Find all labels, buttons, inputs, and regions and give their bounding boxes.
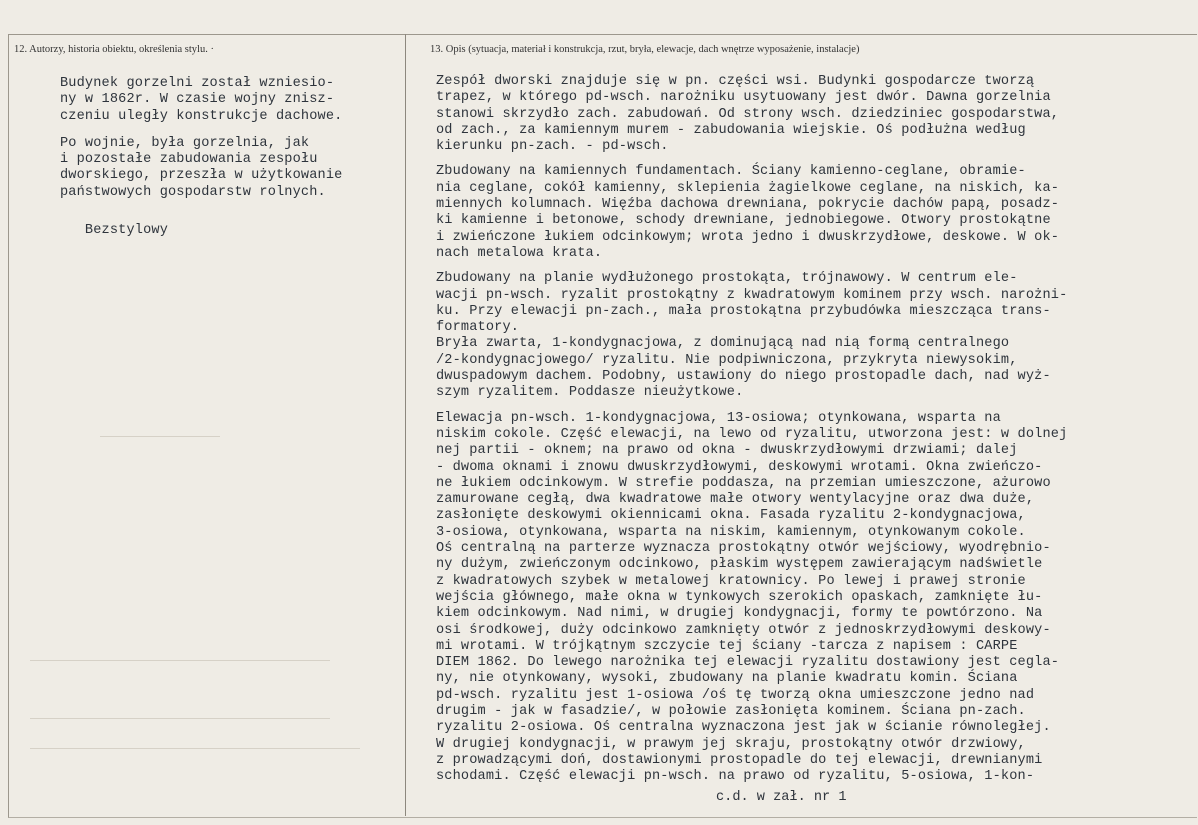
text-line: ny w 1862r. W czasie wojny znisz-: [60, 92, 335, 108]
text-line: kiem odcinkowym. Nad nimi, w drugiej kondygnacji, formy te powtórzono. Na: [436, 606, 1043, 622]
text-line: mi wrotami. W trójkątnym szczycie tej ściany -tarcza z napisem : CARPE: [436, 638, 1018, 654]
text-line: dwuspadowym dachem. Podobny, ustawiony do niego prostopadle dach, nad wyż-: [436, 369, 1051, 385]
text-line: Elewacja pn-wsch. 1-kondygnacjowa, 13-osiowa; otynkowana, wsparta na: [436, 410, 1001, 426]
text-line: ki kamienne i betonowe, schody drewniane, jednobiegowe. Otwory prostokątne: [436, 213, 1051, 229]
text-line: państwowych gospodarstw rolnych.: [60, 184, 326, 200]
text-line: formatory.: [436, 320, 520, 336]
text-line: zamurowane cegłą, dwa kwadratowe małe otwory wentylacyjne oraz dwa duże,: [436, 492, 1035, 508]
text-line: trapez, w którego pd-wsch. narożniku usytuowany jest dwór. Dawna gorzelnia: [436, 90, 1051, 106]
text-line: i zwieńczone łukiem odcinkowym; wrota jedno i dwuskrzydłowe, deskowe. W ok-: [436, 229, 1060, 245]
text-line: nia ceglane, cokół kamienny, sklepienia żagielkowe ceglane, na niskich, ka-: [436, 180, 1060, 196]
text-line: Budynek gorzelni został wzniesio-: [60, 76, 335, 91]
description-text: [436, 74, 1067, 785]
text-line: Po wojnie, była gorzelnia, jak: [60, 135, 310, 151]
text-line: stanowi skrzydło zach. zabudowań. Od strony wsch. dziedziniec gospodarstwa,: [436, 106, 1060, 122]
history-text: [60, 76, 342, 239]
section-13-header: 13. Opis (sytuacja, materiał i konstrukcja, rzut, bryła, elewacje, dach wnętrze wyposażenie, instalacje): [430, 44, 860, 55]
text-line: nej partii - oknem; na prawo od okna - dwuskrzydłowymi drzwiami; dalej: [436, 443, 1018, 459]
text-line: i pozostałe zabudowania zespołu: [60, 152, 318, 168]
bleed-through-line: [30, 660, 330, 661]
text-line: ne łukiem odcinkowym. W strefie poddasza, na przemian umieszczone, ażurowo: [436, 475, 1051, 491]
bleed-through-line: [30, 718, 330, 719]
text-line: 3-osiowa, otynkowana, wsparta na niskim, kamiennym, otynkowanym cokole.: [436, 524, 1026, 540]
text-line: DIEM 1862. Do lewego narożnika tej elewacji ryzalitu dostawiony jest cegla-: [436, 655, 1060, 671]
text-line: ny, nie otynkowany, wysoki, zbudowany na planie kwadratu komin. Ściana: [436, 671, 1018, 687]
text-line: niskim cokole. Część elewacji, na lewo od ryzalitu, utworzona jest: w dolnej: [436, 426, 1068, 442]
text-line: ny dużym, zwieńczonym odcinkowo, płaskim występem zawierającym nadświetle: [436, 557, 1043, 573]
text-line: miennych kolumnach. Więźba dachowa drewniana, pokrycie dachów papą, posadz-: [436, 197, 1060, 213]
text-line: drugim - jak w fasadzie/, w połowie zasłonięta kominem. Ściana pn-zach.: [436, 703, 1026, 719]
text-line: Zbudowany na kamiennych fundamentach. Ściany kamienno-ceglane, obramie-: [436, 164, 1026, 180]
text-line: nach metalowa krata.: [436, 245, 603, 261]
text-line: ku. Przy elewacji pn-zach., mała prostokątna przybudówka mieszcząca trans-: [436, 303, 1051, 319]
text-line: Oś centralną na parterze wyznacza prostokątny otwór wejściowy, wyodrębnio-: [436, 541, 1051, 557]
text-line: od zach., za kamiennym murem - zabudowania wiejskie. Oś podłużna według: [436, 122, 1026, 138]
text-line: szym ryzalitem. Poddasze nieużytkowe.: [436, 385, 744, 401]
text-line: - dwoma oknami i znowu dwuskrzydłowymi, deskowymi wrotami. Okna zwieńczo-: [436, 459, 1043, 475]
text-line: Zbudowany na planie wydłużonego prostokąta, trójnawowy. W centrum ele-: [436, 271, 1018, 287]
text-line: osi środkowej, duży odcinkowo zamknięty otwór z jednoskrzydłowymi deskowy-: [436, 622, 1051, 638]
text-line: Bryła zwarta, 1-kondygnacjowa, z dominującą nad nią formą centralnego: [436, 336, 1010, 352]
text-line: Zespół dworski znajduje się w pn. części wsi. Budynki gospodarcze tworzą: [436, 74, 1035, 89]
text-line: /2-kondygnacjowego/ ryzalitu. Nie podpiwniczona, przykryta niewysokim,: [436, 352, 1018, 368]
text-line: kierunku pn-zach. - pd-wsch.: [436, 139, 669, 155]
text-line: zasłonięte deskowymi okiennicami okna. Fasada ryzalitu 2-kondygnacjowa,: [436, 508, 1026, 524]
text-line: schodami. Część elewacji pn-wsch. na prawo od ryzalitu, 5-osiowa, 1-kon-: [436, 769, 1035, 785]
text-line: wacji pn-wsch. ryzalit prostokątny z kwadratowym kominem przy wsch. narożni-: [436, 287, 1068, 303]
section-12-header: 12. Autorzy, historia obiektu, określenia stylu. ·: [14, 44, 214, 55]
text-line: ryzalitu 2-osiowa. Oś centralna wyznaczona jest jak w ścianie równoległej.: [436, 720, 1051, 736]
text-line: z kwadratowych szybek w metalowej kratownicy. Po lewej i prawej stronie: [436, 573, 1026, 589]
bleed-through-line: [100, 436, 220, 437]
text-line: wejścia głównego, małe okna w tynkowych szerokich opaskach, zamknięte łu-: [436, 589, 1043, 605]
continuation-note: c.d. w zał. nr 1: [716, 790, 847, 805]
text-line: z prowadzącymi doń, dostawionymi prostopadle do tej elewacji, drewnianymi: [436, 752, 1043, 768]
text-line: czeniu uległy konstrukcje dachowe.: [60, 108, 343, 124]
text-line: W drugiej kondygnacji, w prawym jej skraju, prostokątny otwór drzwiowy,: [436, 736, 1026, 752]
text-line: dworskiego, przeszła w użytkowanie: [60, 168, 343, 184]
column-divider: [405, 34, 406, 816]
style-label: Bezstylowy: [60, 223, 168, 239]
bleed-through-line: [30, 748, 360, 749]
text-line: pd-wsch. ryzalitu jest 1-osiowa /oś tę tworzą okna umieszczone jedno nad: [436, 687, 1035, 703]
